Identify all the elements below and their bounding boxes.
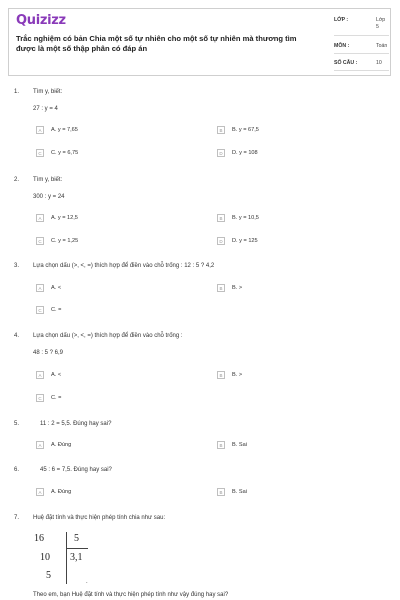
option-text: C. = — [51, 395, 62, 401]
question-expression: 27 : y = 4 — [33, 106, 58, 112]
meta-divider — [334, 70, 389, 71]
option-letter-box: A — [36, 126, 44, 134]
option-text: B. Sai — [232, 442, 247, 448]
option-text: A. Đúng — [51, 442, 72, 448]
question-number: 4. — [14, 333, 20, 339]
option-text: B. y = 67,5 — [232, 127, 259, 133]
option-text: A. y = 7,65 — [51, 127, 78, 133]
option-letter-box: A — [36, 488, 44, 496]
question-text: Lựa chọn dấu (>, <, =) thích hợp để điền vào chỗ trống : — [33, 333, 183, 339]
option-letter-box: B — [217, 214, 225, 222]
option-text: C. y = 6,75 — [51, 150, 79, 156]
question-expression: 300 : y = 24 — [33, 194, 65, 200]
question-number: 5. — [14, 421, 20, 427]
option-text: B. > — [232, 372, 243, 378]
division-dividend: 16 — [34, 533, 44, 544]
option-letter-box: B — [217, 284, 225, 292]
question-number: 6. — [14, 467, 20, 473]
option-letter-box: C — [36, 306, 44, 314]
question-text: 11 : 2 = 5,5. Đúng hay sai? — [40, 421, 112, 427]
division-quotient: 3,1 — [70, 552, 83, 563]
option-letter-box: C — [36, 237, 44, 245]
division-remainder: 10 — [40, 552, 50, 563]
option-letter-box: A — [36, 371, 44, 379]
option-text: C. = — [51, 307, 62, 313]
option-letter-box: C — [36, 149, 44, 157]
division-divisor: 5 — [74, 533, 79, 544]
option-letter-box: D — [217, 149, 225, 157]
option-letter-box: C — [36, 394, 44, 402]
stray-dot: . — [86, 579, 88, 585]
option-text: B. Sai — [232, 489, 247, 495]
question-text: Lựa chọn dấu (>, <, =) thích hợp để điền vào chỗ trống : 12 : 5 ? 4,2 — [33, 263, 215, 269]
division-horizontal-line — [66, 548, 88, 549]
meta-divider — [334, 53, 389, 54]
question-number: 7. — [14, 515, 20, 521]
option-letter-box: A — [36, 441, 44, 449]
option-letter-box: B — [217, 488, 225, 496]
question-followup: Theo em, bạn Huệ đặt tính và thực hiện phép tính như vậy đúng hay sai? — [33, 592, 229, 598]
meta-key-subject: MÔN : — [334, 43, 350, 49]
option-text: A. < — [51, 372, 62, 378]
option-text: A. Đúng — [51, 489, 72, 495]
option-text: B. y = 10,5 — [232, 215, 259, 221]
question-number: 2. — [14, 177, 20, 183]
question-number: 3. — [14, 263, 20, 269]
question-expression: 48 : 5 ? 6,9 — [33, 350, 64, 356]
meta-key-class: LỚP : — [334, 17, 349, 23]
meta-divider — [334, 35, 389, 36]
question-text: Tìm y, biết: — [33, 89, 63, 95]
worksheet-header — [8, 8, 391, 76]
option-text: A. < — [51, 285, 62, 291]
option-letter-box: A — [36, 214, 44, 222]
long-division-figure — [30, 530, 100, 586]
option-text: D. y = 108 — [232, 150, 258, 156]
division-remainder: 5 — [46, 570, 51, 581]
option-text: C. y = 1,25 — [51, 238, 79, 244]
meta-value-class: Lớp 5 — [376, 17, 386, 30]
quizizz-logo: Quizizz — [16, 13, 66, 28]
option-text: B. > — [232, 285, 243, 291]
meta-key-count: SỐ CÂU : — [334, 60, 358, 66]
meta-value-subject: Toán — [376, 43, 388, 49]
question-text: 45 : 6 = 7,5. Đúng hay sai? — [40, 467, 112, 473]
option-letter-box: B — [217, 371, 225, 379]
question-text: Huệ đặt tính và thực hiện phép tính chia như sau: — [33, 515, 166, 521]
option-letter-box: B — [217, 441, 225, 449]
option-letter-box: D — [217, 237, 225, 245]
division-vertical-line — [66, 532, 67, 584]
option-text: A. y = 12,5 — [51, 215, 78, 221]
meta-value-count: 10 — [376, 60, 382, 66]
question-number: 1. — [14, 89, 20, 95]
option-letter-box: A — [36, 284, 44, 292]
option-letter-box: B — [217, 126, 225, 134]
option-text: D. y = 125 — [232, 238, 258, 244]
question-text: Tìm y, biết: — [33, 177, 63, 183]
worksheet-title: Trắc nghiệm có bản Chia một số tự nhiên cho một số tự nhiên mà thương tìm được là một số thập phân có đáp án — [16, 34, 297, 53]
